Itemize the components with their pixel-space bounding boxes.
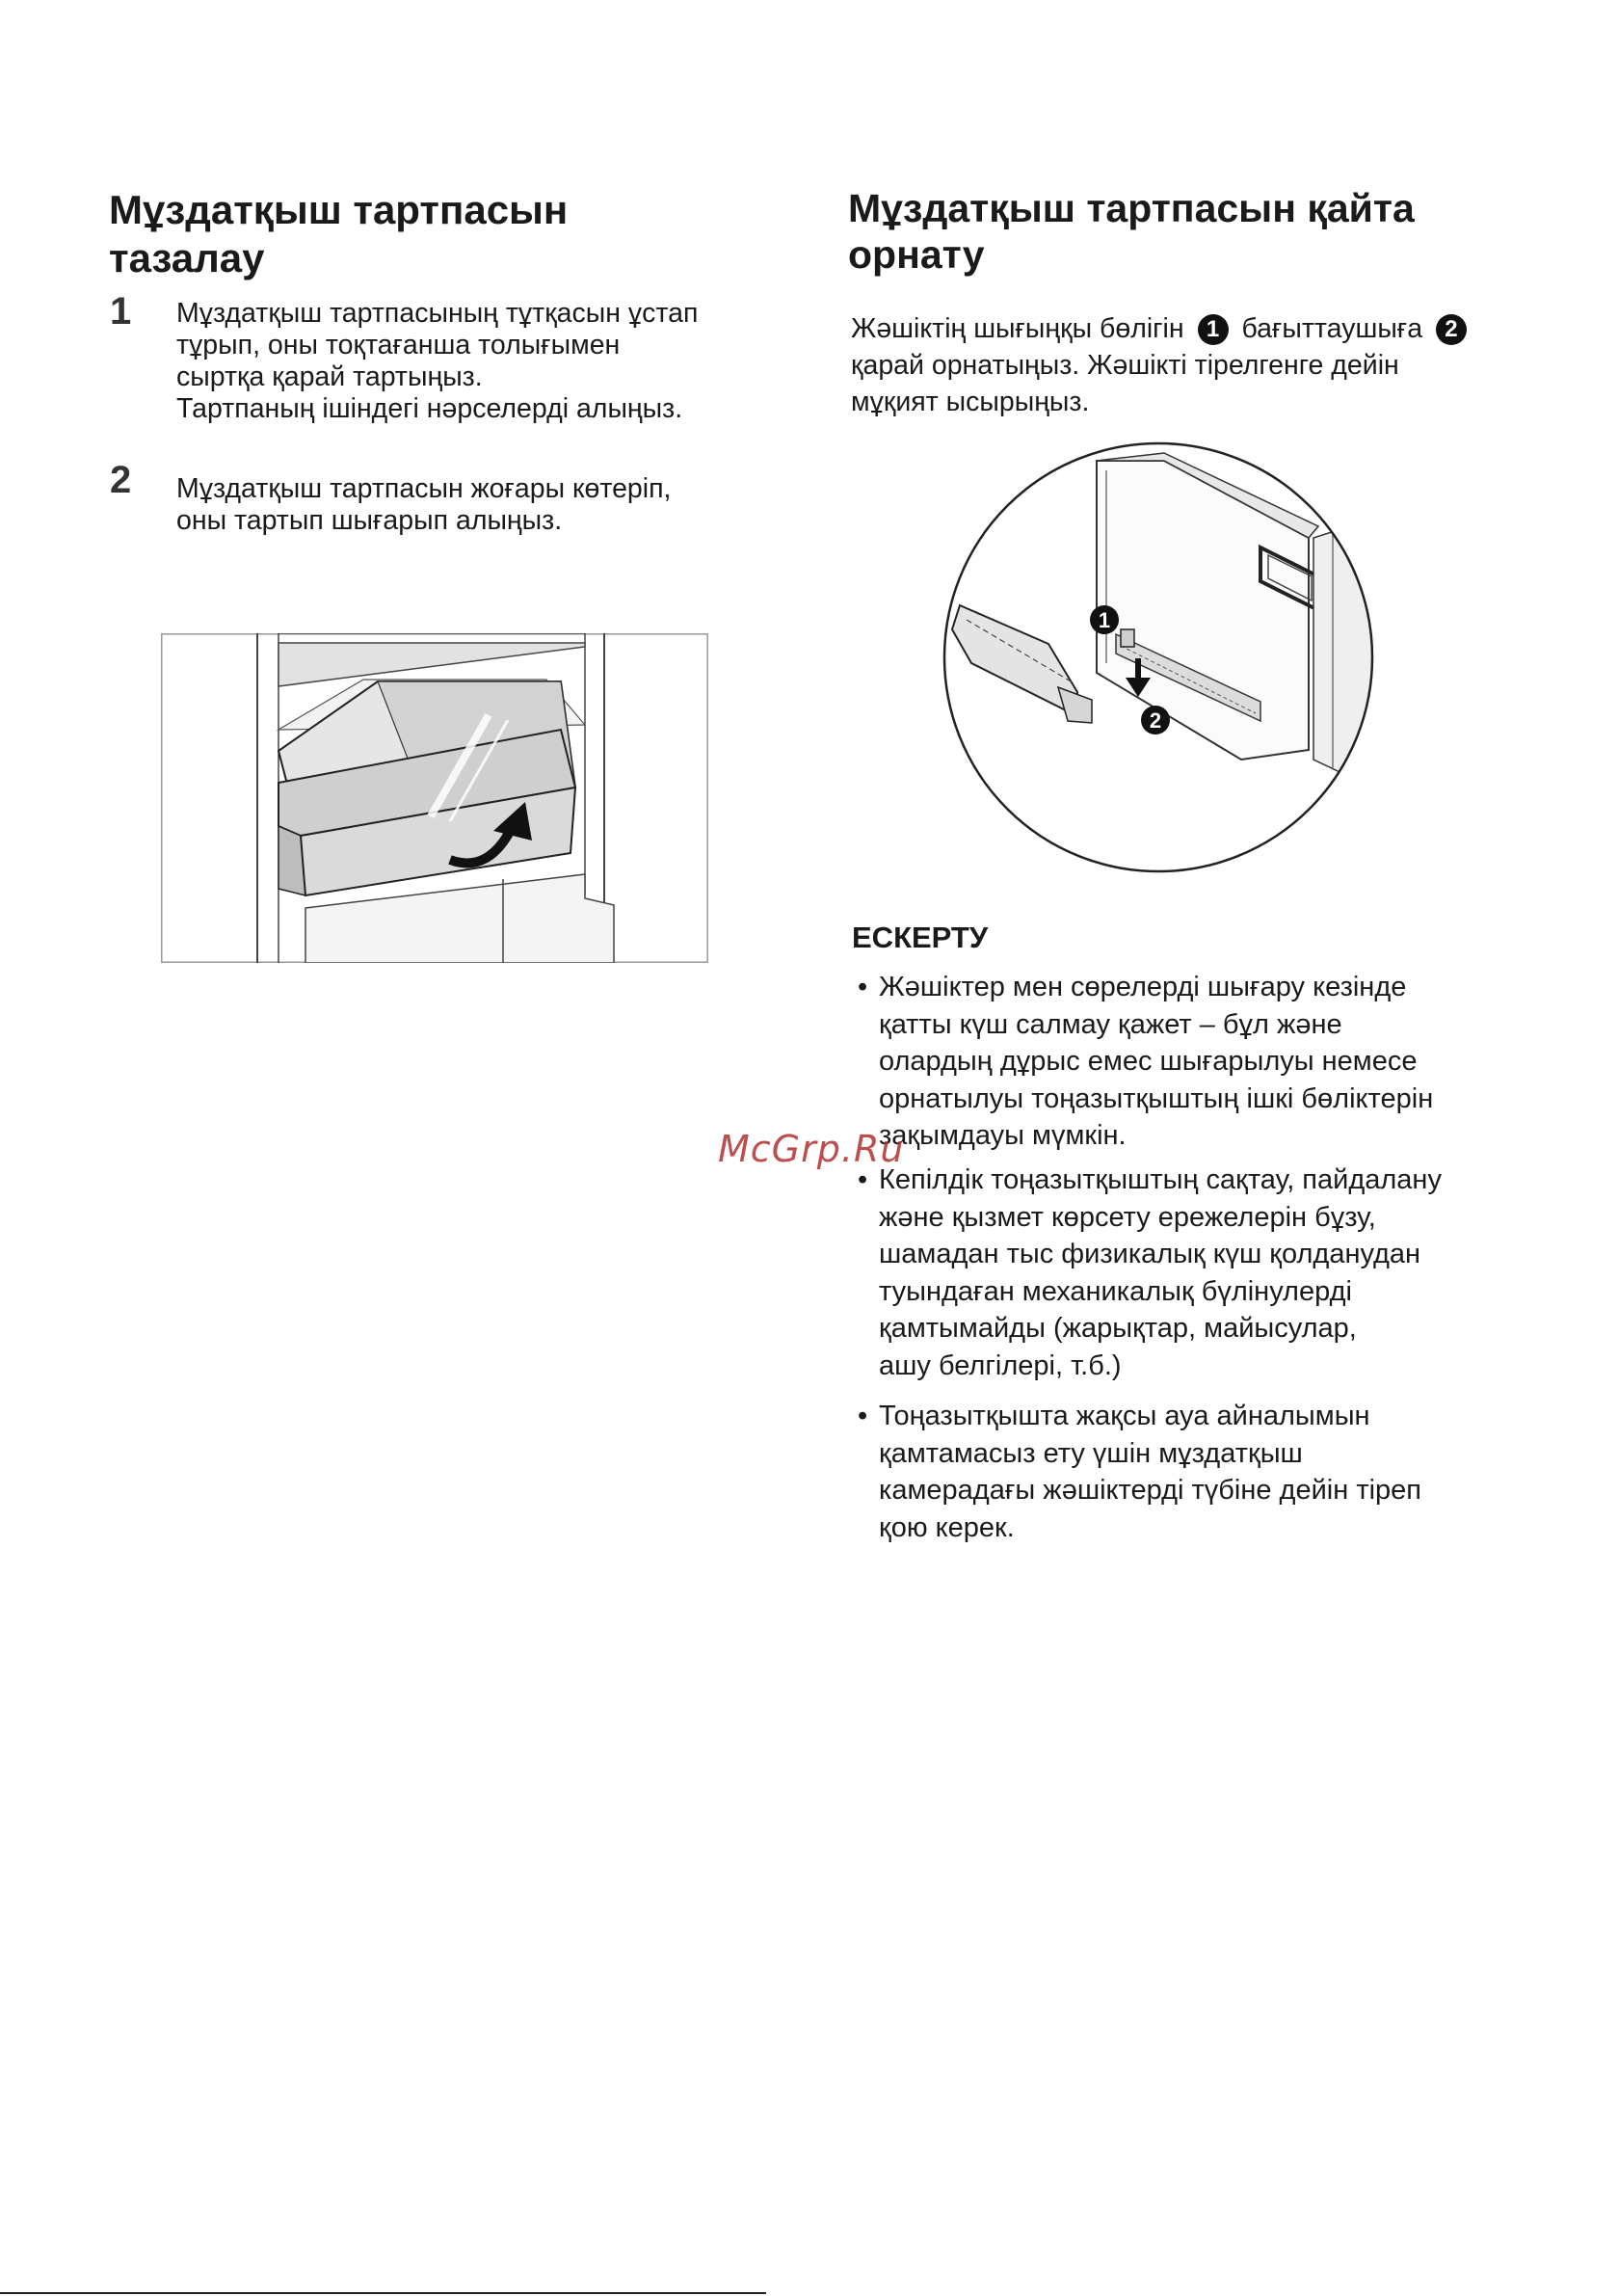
step-1-line-2: тұрып, оны тоқтағанша толығымен — [176, 330, 621, 360]
bullet-3-line-2: қамтамасыз ету үшін мұздатқыш — [879, 1437, 1303, 1469]
intro-line-3: мұқият ысырыңыз. — [851, 387, 1090, 417]
note-bullet-1 — [858, 969, 1434, 1155]
marker-2-icon: 2 — [1436, 314, 1467, 345]
bullet-2-line-6: ашу белгілері, т.б.) — [879, 1349, 1122, 1381]
drawer-removal-drawing — [161, 633, 708, 963]
step-2-number: 2 — [110, 459, 132, 501]
intro-line-2: қарай орнатыңыз. Жәшікті тірелгенге дейін — [851, 350, 1399, 381]
note-bullet-3 — [858, 1398, 1422, 1546]
bullet-3-line-1: Тоңазытқышта жақсы ауа айналымын — [879, 1401, 1370, 1431]
bullet-1-line-3: олардың дұрыс емес шығарылуы немесе — [879, 1046, 1418, 1077]
guide-rail-drawing — [942, 441, 1374, 873]
right-title-line-1: Мұздатқыш тартпасын қайта — [848, 186, 1415, 230]
bullet-3-line-4: қою керек. — [879, 1511, 1015, 1543]
bullet-1-line-2: қатты күш салмау қажет – бұл және — [879, 1008, 1342, 1040]
bullet-1-line-1: Жәшіктер мен сөрелерді шығару кезінде — [879, 972, 1407, 1002]
intro-line-1b: бағыттаушыға — [1241, 313, 1423, 344]
left-title-line-1: Мұздатқыш тартпасын — [109, 187, 569, 232]
bullet-icon: • — [858, 1164, 868, 1195]
bullet-2-line-3: шамадан тыс физикалық күш қолданудан — [879, 1239, 1421, 1269]
right-title — [848, 185, 1415, 278]
step-1-line-1: Мұздатқыш тартпасының тұтқасын ұстап — [176, 298, 699, 329]
step-1-line-3: сыртқа қарай тартыңыз. — [176, 361, 483, 392]
bullet-1-line-4: орнатылуы тоңазытқыштың ішкі бөліктерін — [879, 1082, 1434, 1114]
intro-line-1a: Жәшіктің шығыңқы бөлігін — [851, 313, 1184, 344]
bullet-1-line-5: зақымдауы мүмкін. — [879, 1120, 1127, 1151]
drawer-removal-illustration — [161, 633, 708, 963]
step-1-number: 1 — [110, 290, 132, 333]
left-title-line-2: тазалау — [109, 235, 265, 280]
bullet-icon: • — [858, 972, 868, 1002]
right-title-line-2: орнату — [848, 232, 985, 277]
step-2-line-2: оны тартып шығарып алыңыз. — [176, 505, 563, 536]
bullet-3-line-3: камерадағы жәшіктерді түбіне дейін тіреп — [879, 1475, 1422, 1506]
note-bullet-2 — [858, 1161, 1442, 1384]
watermark: McGrp.Ru — [718, 1128, 905, 1170]
step-1-text — [176, 298, 698, 425]
left-title — [109, 186, 568, 282]
bullet-2-line-5: қамтымайды (жарықтар, майысулар, — [879, 1313, 1357, 1344]
step-2-text — [176, 473, 671, 537]
marker-1-icon: 1 — [1198, 314, 1229, 345]
bullet-2-line-2: және қызмет көрсету ережелерін бұзу, — [879, 1201, 1376, 1233]
step-2-line-1: Мұздатқыш тартпасын жоғары көтеріп, — [176, 473, 672, 504]
reinstall-instructions — [851, 310, 1472, 420]
figure-marker-2: 2 — [1149, 708, 1162, 733]
bullet-icon: • — [858, 1401, 868, 1431]
guide-rail-illustration — [942, 441, 1374, 873]
bullet-2-line-1: Кепілдік тоңазытқыштың сақтау, пайдалану — [879, 1164, 1442, 1195]
bullet-2-line-4: туындаған механикалық бүлінулерді — [879, 1275, 1352, 1307]
note-title: ЕСКЕРТУ — [852, 921, 989, 954]
figure-marker-1: 1 — [1098, 608, 1111, 632]
step-1-line-4: Тартпаның ішіндегі нәрселерді алыңыз. — [176, 393, 683, 424]
bottom-rule — [0, 2292, 766, 2294]
